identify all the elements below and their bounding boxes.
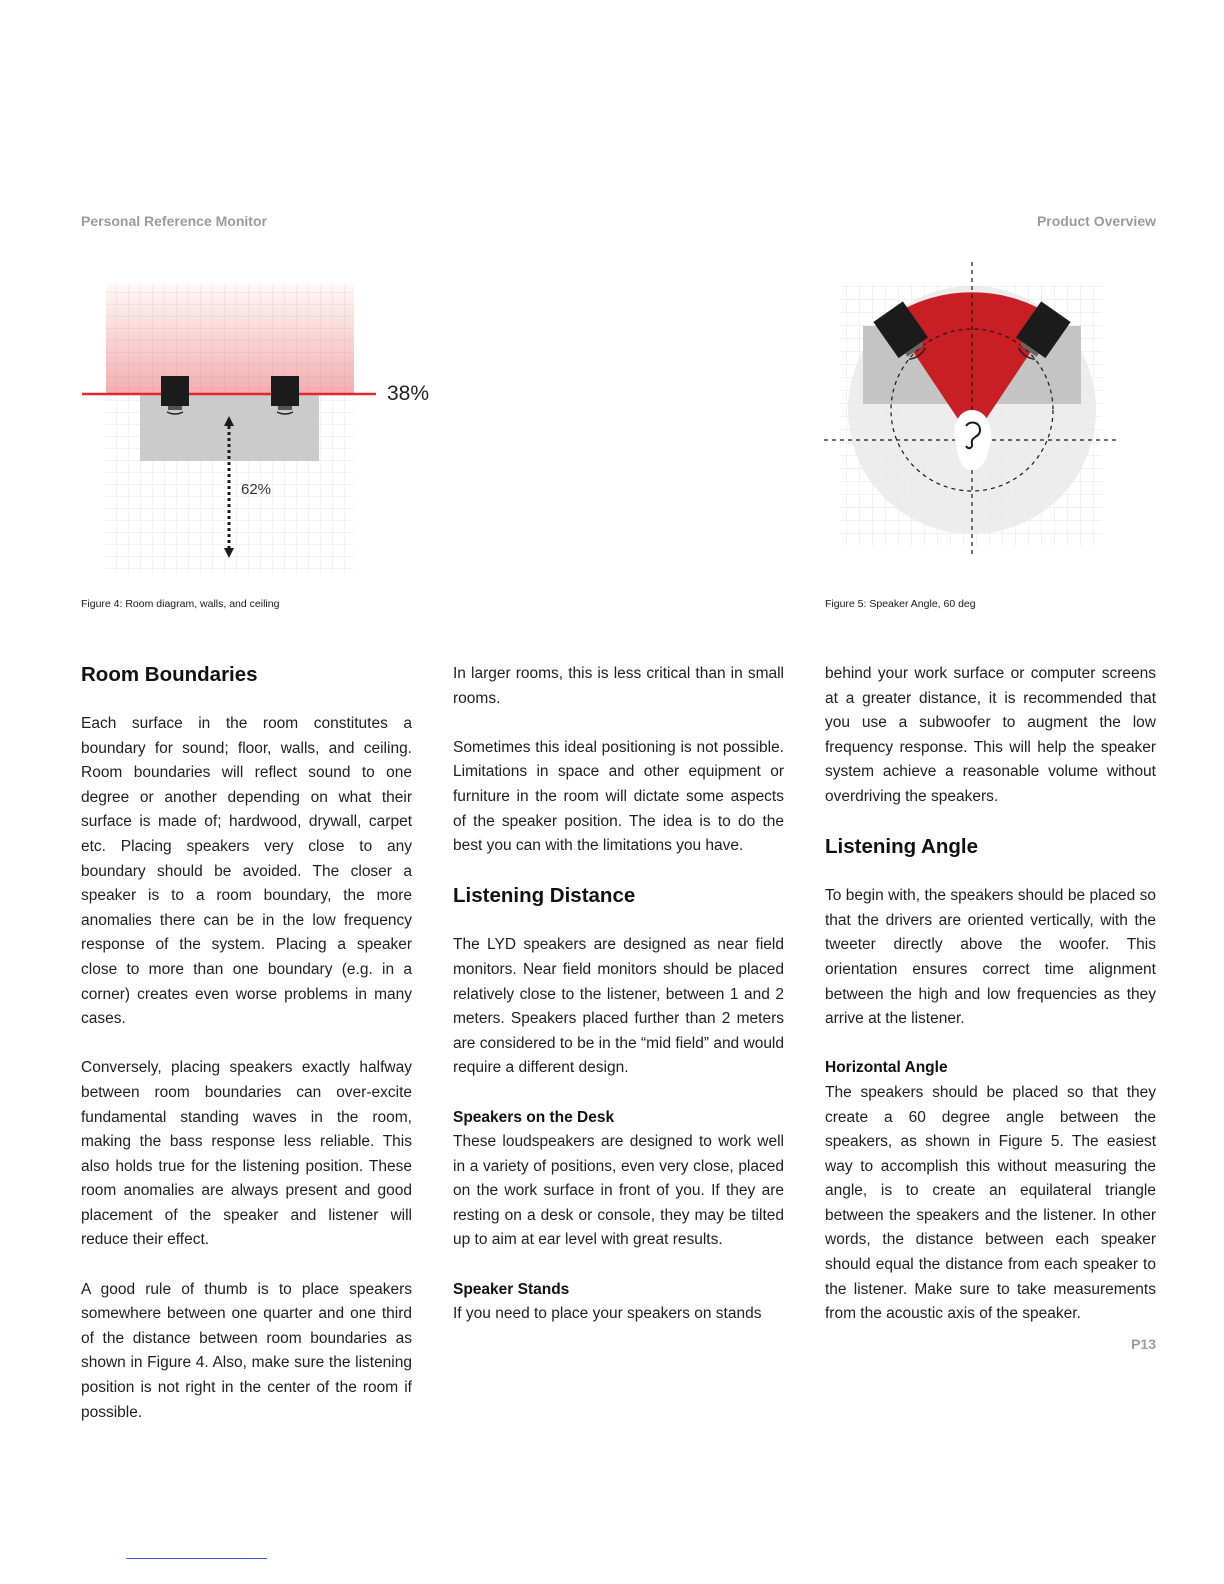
paragraph: The LYD speakers are designed as near field monitors. Near field monitors should be placed relatively close to the listener, between 1 and 2 meters. Speakers placed further than 2 meters are considered to be in the “mid field” and would require a different design. [453,936,784,1077]
figure-5-caption: Figure 5: Speaker Angle, 60 deg [825,598,976,610]
figure-5-speaker-angle [820,260,1120,560]
paragraph: To begin with, the speakers should be placed so that the drivers are oriented vertically, with the tweeter directly above the woofer. This orientation ensures correct time alignment between the high and low frequencies as they arrive at the listener. [825,887,1156,1028]
heading-room-boundaries: Room Boundaries [81,663,258,686]
paragraph: behind your work surface or computer screens at a greater distance, it is recommended that you use a subwoofer to augment the low frequency response. This will help the speaker system achieve a reasonable volume without overdriving the speakers. [825,665,1156,805]
text-column-3 [825,662,1156,1351]
paragraph: Each surface in the room constitutes a boundary for sound; floor, walls, and ceiling. Room boundaries will reflect sound to one degree or another depending on what their surface is made of; hardwood, drywall, carpet etc. Placing speakers very close to any boundary should be avoided. The closer a speaker is to a room boundary, the more anomalies there can be in the low frequency response of the system. Placing a speaker close to more than one boundary (e.g. in a corner) creates even worse problems in many cases. [81,715,412,1028]
subheading-speaker-stands: Speaker Stands [453,1280,570,1298]
heading-listening-distance: Listening Distance [453,884,636,908]
subheading-horizontal-angle: Horizontal Angle [825,1059,948,1077]
paragraph: The speakers should be placed so that they create a 60 degree angle between the speakers, as shown in Figure 5. The easiest way to accomplish this without measuring the angle, is to create an equilateral triangle between the speakers and the listener. In other words, the distance between each speaker should equal the distance from each speaker to the listener. Make sure to take measurements from the acoustic axis of the speaker. [825,1083,1156,1323]
page-number: P13 [1131,1336,1156,1352]
header-document-title: Personal Reference Monitor [81,213,267,229]
figure-4-caption: Figure 4: Room diagram, walls, and ceiling [81,598,280,610]
paragraph: Conversely, placing speakers exactly halfway between room boundaries can over-excite fundamental standing waves in the room, making the bass response less reliable. This also holds true for the listening position. These room anomalies are always present and good placement of the speaker and listener will reduce their effect. [81,1059,412,1249]
text-column-1 [81,662,412,1450]
text-column-2 [453,662,784,1351]
paragraph: In larger rooms, this is less critical than in small rooms. [453,665,784,707]
ceiling-zone [106,284,354,394]
paragraph: These loudspeakers are designed to work well in a variety of positions, even very close, placed on the work surface in front of you. If they are resting on a desk or console, they may be tilted up to aim at ear level with great results. [453,1133,784,1249]
header-section-title: Product Overview [1036,213,1156,229]
label-38-percent: 38% [387,382,430,405]
footer-rule [126,1558,267,1559]
paragraph: If you need to place your speakers on stands [453,1305,762,1323]
paragraph: A good rule of thumb is to place speakers somewhere between one quarter and one third of the distance between room boundaries as shown in Figure 4. Also, make sure the listening position is not right in the center of the room if possible. [81,1280,412,1421]
label-62-percent: 62% [241,481,272,498]
paragraph: Sometimes this ideal positioning is not possible. Limitations in space and other equipment or furniture in the room will dictate some aspects of the speaker position. The idea is to do the best you can with the limitations you have. [453,738,784,855]
subheading-speakers-on-desk: Speakers on the Desk [453,1108,615,1126]
figure-4-room-diagram [80,280,440,580]
heading-listening-angle: Listening Angle [825,835,978,859]
